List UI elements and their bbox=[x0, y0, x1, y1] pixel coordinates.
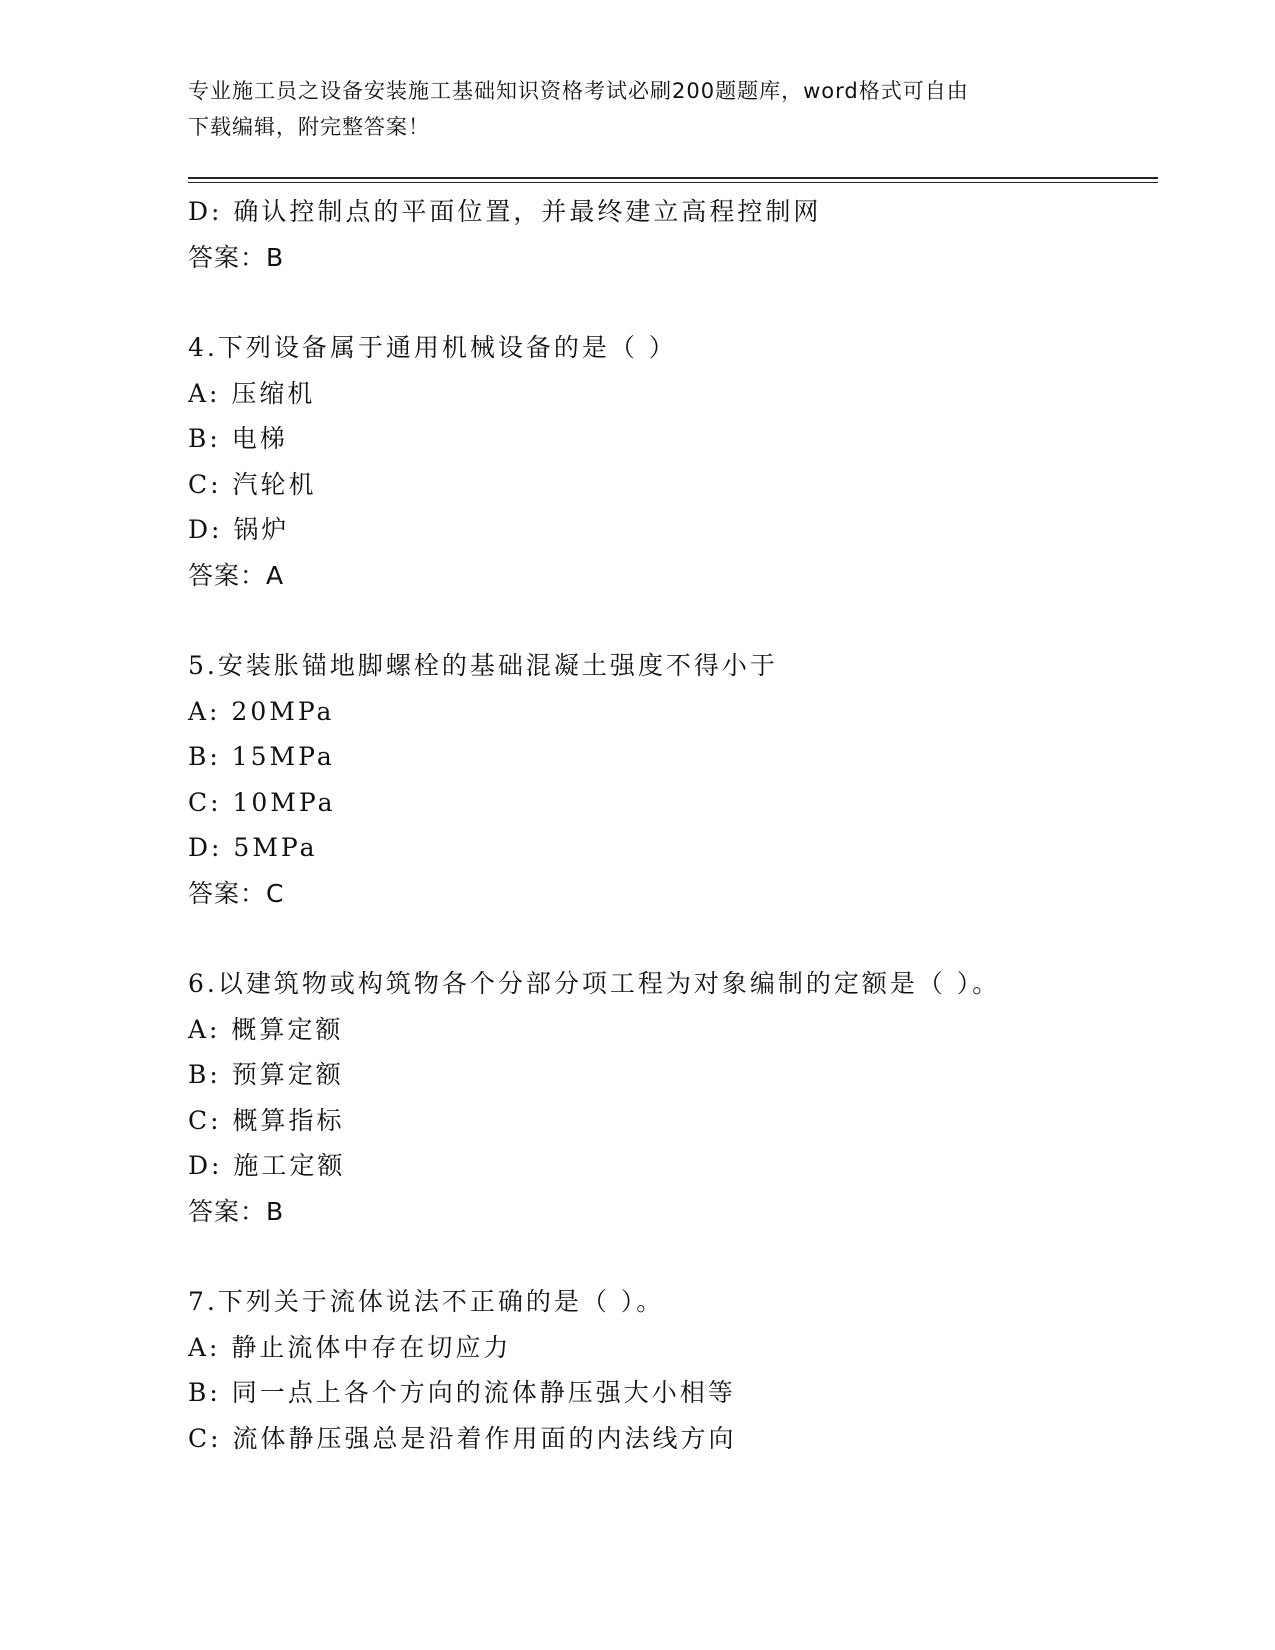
header-divider-thin bbox=[188, 182, 1158, 183]
question-7 bbox=[188, 1279, 1168, 1461]
question-3-tail bbox=[188, 189, 1168, 280]
header-divider bbox=[188, 177, 1158, 179]
option-a: A: 压缩机 bbox=[188, 378, 316, 408]
option-a: A: 20MPa bbox=[188, 696, 335, 726]
option-d: D: 施工定额 bbox=[188, 1151, 346, 1180]
document-title-line-2: 下载编辑，附完整答案！ bbox=[188, 115, 430, 139]
option-b: B: 预算定额 bbox=[188, 1060, 344, 1089]
option-a: A: 概算定额 bbox=[188, 1014, 344, 1044]
question-6 bbox=[188, 961, 1168, 1234]
answer: 答案：B bbox=[188, 242, 285, 272]
question-stem: 7.下列关于流体说法不正确的是（ ）。 bbox=[188, 1287, 665, 1316]
option-d: D: 确认控制点的平面位置，并最终建立高程控制网 bbox=[188, 197, 822, 226]
option-d: D: 5MPa bbox=[188, 833, 318, 862]
question-stem: 5.安装胀锚地脚螺栓的基础混凝土强度不得小于 bbox=[188, 651, 778, 680]
question-stem: 4.下列设备属于通用机械设备的是（ ） bbox=[188, 333, 677, 362]
answer: 答案：A bbox=[188, 560, 285, 590]
page-header bbox=[188, 73, 1068, 145]
answer: 答案：C bbox=[188, 878, 285, 908]
option-b: B: 同一点上各个方向的流体静压强大小相等 bbox=[188, 1378, 736, 1407]
option-c: C: 概算指标 bbox=[188, 1105, 345, 1135]
document-title-line-1: 专业施工员之设备安装施工基础知识资格考试必刷200题题库，word格式可自由 bbox=[188, 79, 969, 103]
option-c: C: 流体静压强总是沿着作用面的内法线方向 bbox=[188, 1423, 737, 1453]
question-5 bbox=[188, 643, 1168, 916]
option-b: B: 15MPa bbox=[188, 742, 335, 771]
question-list bbox=[188, 189, 1168, 1461]
option-c: C: 10MPa bbox=[188, 787, 336, 817]
option-b: B: 电梯 bbox=[188, 424, 288, 453]
question-4 bbox=[188, 325, 1168, 598]
answer: 答案：B bbox=[188, 1196, 285, 1226]
option-d: D: 锅炉 bbox=[188, 515, 290, 544]
option-a: A: 静止流体中存在切应力 bbox=[188, 1332, 512, 1362]
option-c: C: 汽轮机 bbox=[188, 469, 317, 499]
question-stem: 6.以建筑物或构筑物各个分部分项工程为对象编制的定额是（ ）。 bbox=[188, 969, 1001, 998]
